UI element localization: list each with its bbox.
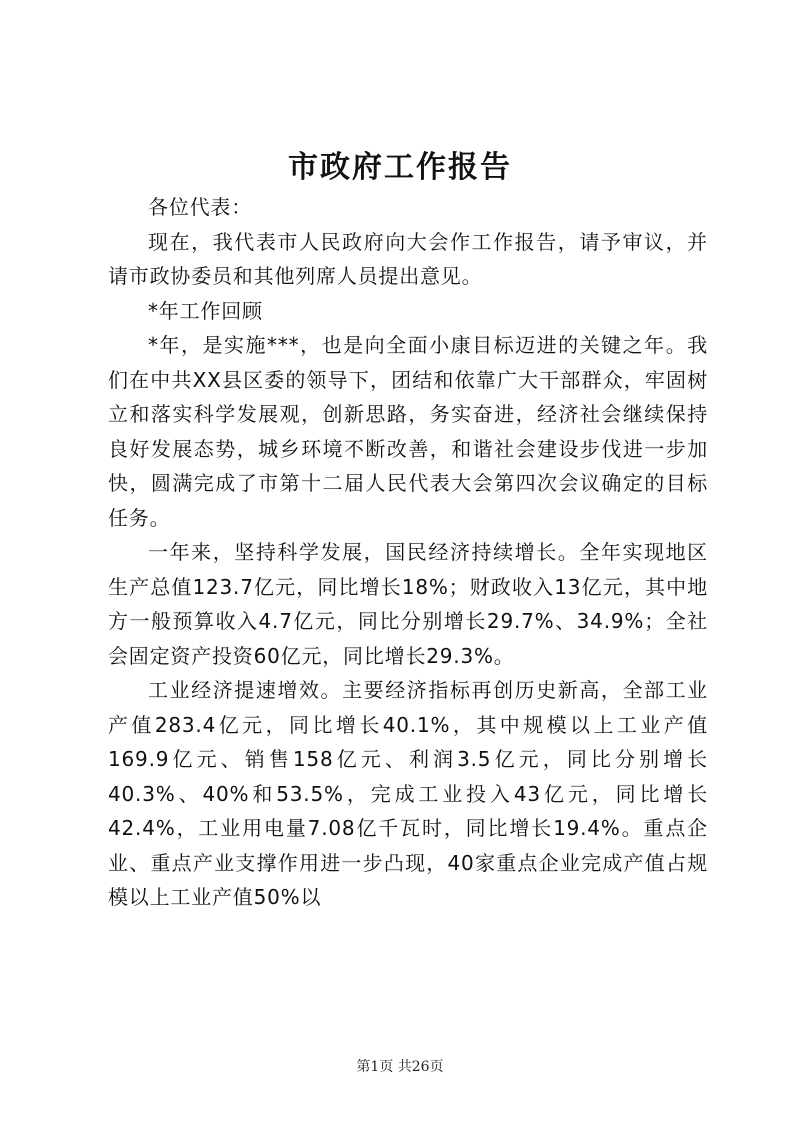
paragraph-industry: 工业经济提速增效。主要经济指标再创历史新高，全部工业产值283.4亿元，同比增长40.1%，其中规模以上工业产值169.9亿元、销售158亿元、利润3.5亿元，同比分别增长40.3%、40%和53.5%，完成工业投入43亿元，同比增长42.4%，工业用电量7.08亿千瓦时，同比增长19.4%。重点企业、重点产业支撑作用进一步凸现，40家重点企业完成产值占规模以上工业产值50%以 bbox=[108, 678, 708, 909]
paragraph-economy: 一年来，坚持科学发展，国民经济持续增长。全年实现地区生产总值123.7亿元，同比增长18%；财政收入13亿元，其中地方一般预算收入4.7亿元，同比分别增长29.7%、34.9%；全社会固定资产投资60亿元，同比增长29.3%。 bbox=[108, 540, 708, 668]
paragraph-greeting: 各位代表： bbox=[148, 195, 252, 219]
paragraph-overview: *年，是实施***，也是向全面小康目标迈进的关键之年。我们在中共XX县区委的领导下，团结和依靠广大干部群众，牢固树立和落实科学发展观，创新思路，务实奋进，经济社会继续保持良好发展态势，城乡环境不断改善，和谐社会建设步伐进一步加快，圆满完成了市第十二届人民代表大会第四次会议确定的目标任务。 bbox=[108, 333, 708, 530]
paragraph-intro: 现在，我代表市人民政府向大会作工作报告，请予审议，并请市政协委员和其他列席人员提出意见。 bbox=[108, 229, 708, 288]
document-title: 市政府工作报告 bbox=[288, 150, 512, 185]
document-body bbox=[108, 190, 708, 915]
page-footer: 第1页 共26页 bbox=[356, 1059, 444, 1075]
section-heading: *年工作回顾 bbox=[148, 298, 263, 323]
